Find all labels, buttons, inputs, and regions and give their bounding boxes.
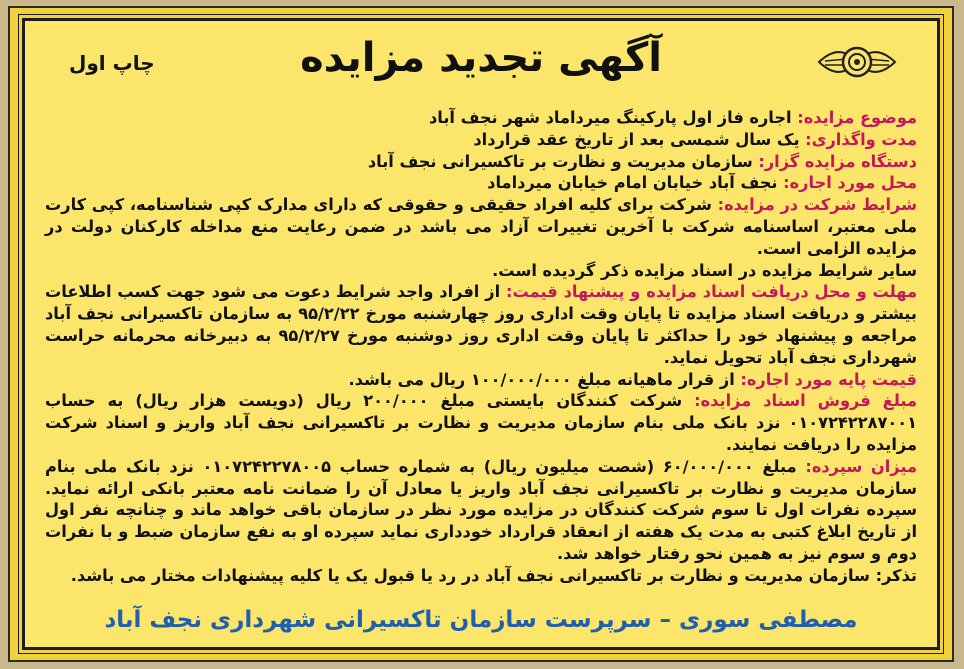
section-label: قیمت پایه مورد اجاره: bbox=[740, 369, 917, 389]
ad-frame bbox=[22, 18, 940, 650]
section-duration bbox=[45, 129, 917, 151]
section-text: مبلغ ۶۰/۰۰۰/۰۰۰ (شصت میلیون ریال) به شماره حساب ۰۱۰۷۲۴۲۲۷۸۰۰۵ نزد بانک ملی بنام سازمان مدیریت و نظارت بر تاکسیرانی نجف آباد واریز یا معادل آن را ضمانت نامه معتبر بانکی ارائه نماید. سپرده نفرات اول تا سوم شرکت کنندگان در مزایده مورد نظر در سازمان باقی خواهد ماند و چنانچه نفر اول از تاریخ ابلاغ کتبی به مدت یک هفته از انعقاد قرارداد خودداری نماید سپرده او به نفع سازمان ضبط و با نفرات دوم و سوم نیز به همین نحو رفتار خواهد شد. bbox=[45, 456, 917, 563]
section-note bbox=[45, 565, 917, 587]
section-organizer bbox=[45, 151, 917, 173]
section-conditions bbox=[45, 194, 917, 259]
ad-title: آگهی تجدید مزایده bbox=[300, 35, 662, 81]
section-text: نجف آباد خیابان امام خیابان میرداماد bbox=[487, 173, 784, 193]
section-label: مهلت و محل دریافت اسناد مزایده و پیشنهاد قیمت: bbox=[506, 282, 917, 302]
taxi-organization-emblem-icon bbox=[817, 39, 897, 85]
section-label: محل مورد اجاره: bbox=[783, 173, 917, 193]
section-text: اجاره فاز اول پارکینگ میرداماد شهر نجف آباد bbox=[428, 108, 798, 127]
section-deposit bbox=[45, 456, 917, 565]
section-text: یک سال شمسی بعد از تاریخ عقد قرارداد bbox=[473, 129, 806, 149]
section-text: از قرار ماهیانه مبلغ ۱۰۰/۰۰۰/۰۰۰ ریال می باشد. bbox=[348, 369, 741, 389]
section-base-price bbox=[45, 369, 917, 391]
section-deadline bbox=[45, 281, 917, 368]
section-text: سایر شرایط مزایده در اسناد مزایده ذکر گردیده است. bbox=[492, 260, 917, 280]
ad-signature: مصطفی سوری – سرپرست سازمان تاکسیرانی شهرداری نجف آباد bbox=[104, 607, 858, 633]
ad-body bbox=[45, 107, 918, 585]
section-label: مبلغ فروش اسناد مزایده: bbox=[694, 391, 917, 411]
section-location bbox=[45, 172, 917, 194]
section-text: شرکت برای کلیه افراد حقیقی و حقوقی که دارای مدارک کپی شناسنامه، کپی کارت ملی معتبر، اساسنامه شرکت با آخرین تغییرات آزاد می باشد در ضمن رعایت منع مداخله کارکنان دولت در مزایده الزامی است. bbox=[45, 195, 917, 258]
section-text: از افراد واجد شرایط دعوت می شود جهت کسب اطلاعات بیشتر و دریافت اسناد مزایده تا پایان وقت اداری روز چهارشنبه مورخ ۹۵/۲/۲۲ به سازمان تاکسیرانی نجف آباد مراجعه و پیشنهاد خود را حداکثر تا پایان وقت اداری روز دوشنبه مورخ ۹۵/۲/۲۷ به دبیرخانه محرمانه حراست شهرداری نجف آباد تحویل نماید. bbox=[45, 282, 918, 367]
newspaper-ad bbox=[8, 6, 954, 662]
section-text: شرکت کنندگان بایستی مبلغ ۲۰۰/۰۰۰ ریال (دویست هزار ریال) به حساب ۰۱۰۷۲۴۲۲۸۷۰۰۱ نزد بانک ملی بنام سازمان مدیریت و نظارت بر تاکسیرانی نجف آباد واریز و اسناد شرکت مزایده را دریافت نمایند. bbox=[45, 391, 917, 454]
section-label: موضوع مزایده: bbox=[797, 108, 917, 127]
section-text: سازمان مدیریت و نظارت بر تاکسیرانی نجف آباد bbox=[367, 151, 759, 171]
section-text: تذکر: سازمان مدیریت و نظارت بر تاکسیرانی نجف آباد در رد یا قبول یک یا کلیه پیشنهادات مختار می باشد. bbox=[70, 565, 917, 585]
section-subject bbox=[45, 107, 917, 129]
ad-header bbox=[25, 27, 937, 97]
section-label: مدت واگذاری: bbox=[805, 129, 917, 149]
section-label: شرایط شرکت در مزایده: bbox=[717, 195, 917, 215]
edition-label: چاپ اول bbox=[69, 51, 155, 75]
section-label: میزان سپرده: bbox=[805, 456, 917, 476]
section-other-conditions bbox=[45, 260, 917, 282]
section-document-fee bbox=[45, 390, 917, 455]
section-label: دستگاه مزایده گزار: bbox=[758, 151, 917, 171]
